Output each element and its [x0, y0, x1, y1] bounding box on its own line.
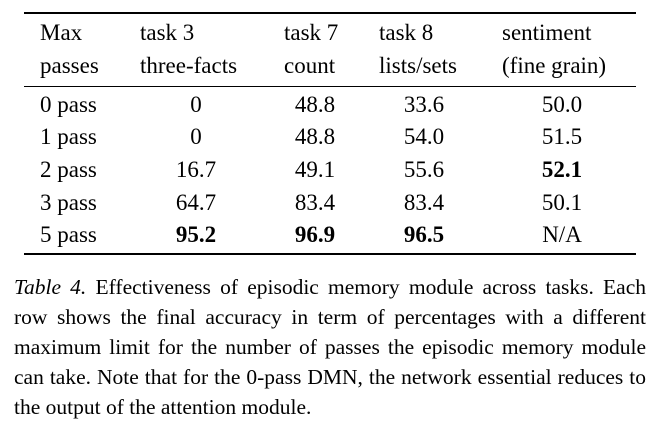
caption-text: Effectiveness of episodic memory module across tasks. Each row shows the final accuracy in term of percentages with a different maximum limit for the number of passes the episodic memory module can take. Note that for the 0-pass DMN, the network essential reduces to the output of the attention module.	[14, 275, 646, 419]
row-label: 5 pass	[40, 222, 97, 247]
table-header-rule	[24, 86, 636, 87]
table-cell: 33.6	[403, 92, 445, 117]
row-label: 3 pass	[40, 190, 97, 215]
table-cell: 95.2	[175, 222, 217, 247]
table-cell: 55.6	[403, 157, 445, 182]
table-cell: 49.1	[294, 157, 336, 182]
table-cell: 83.4	[403, 190, 445, 215]
header-sentiment-line1: sentiment	[502, 20, 592, 45]
table-top-rule	[24, 12, 636, 14]
table-caption	[14, 272, 646, 422]
row-label: 0 pass	[40, 92, 97, 117]
table-cell: 54.0	[403, 124, 445, 149]
header-task8-line1: task 8	[379, 20, 434, 45]
header-task8-line2: lists/sets	[379, 53, 457, 78]
table-cell: 48.8	[294, 92, 336, 117]
header-task7-line2: count	[284, 53, 336, 78]
header-task3-line1: task 3	[140, 20, 195, 45]
table-cell: 0	[190, 92, 202, 117]
table-cell: 96.9	[294, 222, 336, 247]
table-cell: 50.0	[541, 92, 583, 117]
table-cell: 51.5	[541, 124, 583, 149]
header-task7-line1: task 7	[284, 20, 339, 45]
table-cell: N/A	[542, 222, 582, 247]
table-cell: 50.1	[541, 190, 583, 215]
table-cell: 16.7	[175, 157, 217, 182]
table-cell: 96.5	[403, 222, 445, 247]
table-cell: 48.8	[294, 124, 336, 149]
header-task3-line2: three-facts	[140, 53, 238, 78]
row-label: 1 pass	[40, 124, 97, 149]
header-max-passes-line1: Max	[40, 20, 83, 45]
header-sentiment-line2: (fine grain)	[502, 53, 607, 78]
caption-label: Table 4.	[14, 275, 87, 299]
table-cell: 83.4	[294, 190, 336, 215]
row-label: 2 pass	[40, 157, 97, 182]
table-cell: 0	[190, 124, 202, 149]
table-cell: 52.1	[541, 157, 583, 182]
header-max-passes-line2: passes	[40, 53, 99, 78]
table-bottom-rule	[24, 253, 636, 255]
table-cell: 64.7	[175, 190, 217, 215]
